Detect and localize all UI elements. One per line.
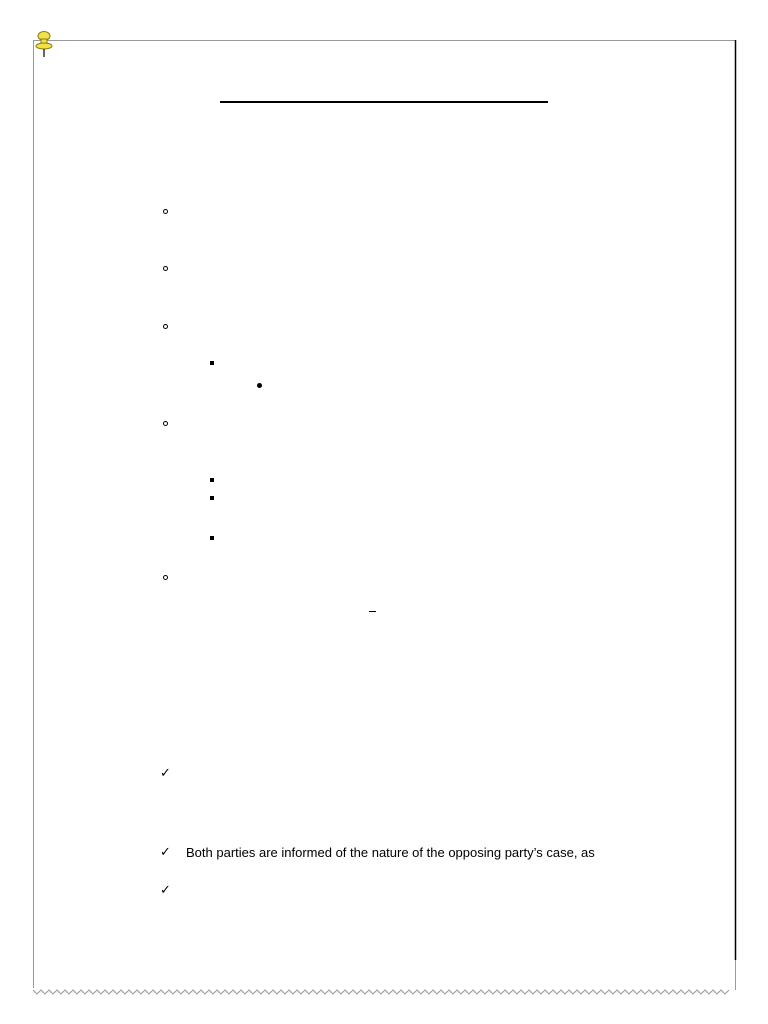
checkmark-icon: ✓: [160, 882, 171, 898]
dash-mark: [369, 611, 376, 612]
hollow-circle-bullet-icon: [163, 575, 168, 580]
hollow-circle-bullet-icon: [163, 324, 168, 329]
checklist-item: [160, 881, 186, 899]
checkmark-icon: ✓: [160, 844, 171, 860]
square-bullet-icon: [210, 361, 214, 365]
checklist-item: [160, 764, 186, 782]
dot-bullet-icon: [257, 383, 262, 388]
square-bullet-icon: [210, 496, 214, 500]
hollow-circle-bullet-icon: [163, 209, 168, 214]
square-bullet-icon: [210, 536, 214, 540]
square-bullet-icon: [210, 478, 214, 482]
hollow-circle-bullet-icon: [163, 421, 168, 426]
hollow-circle-bullet-icon: [163, 266, 168, 271]
title-underline: [220, 101, 548, 103]
checklist-item-text: Both parties are informed of the nature of the opposing party’s case, as: [186, 844, 595, 860]
checklist-item: [160, 843, 595, 861]
checkmark-icon: ✓: [160, 765, 171, 781]
pushpin-icon: [32, 30, 56, 58]
